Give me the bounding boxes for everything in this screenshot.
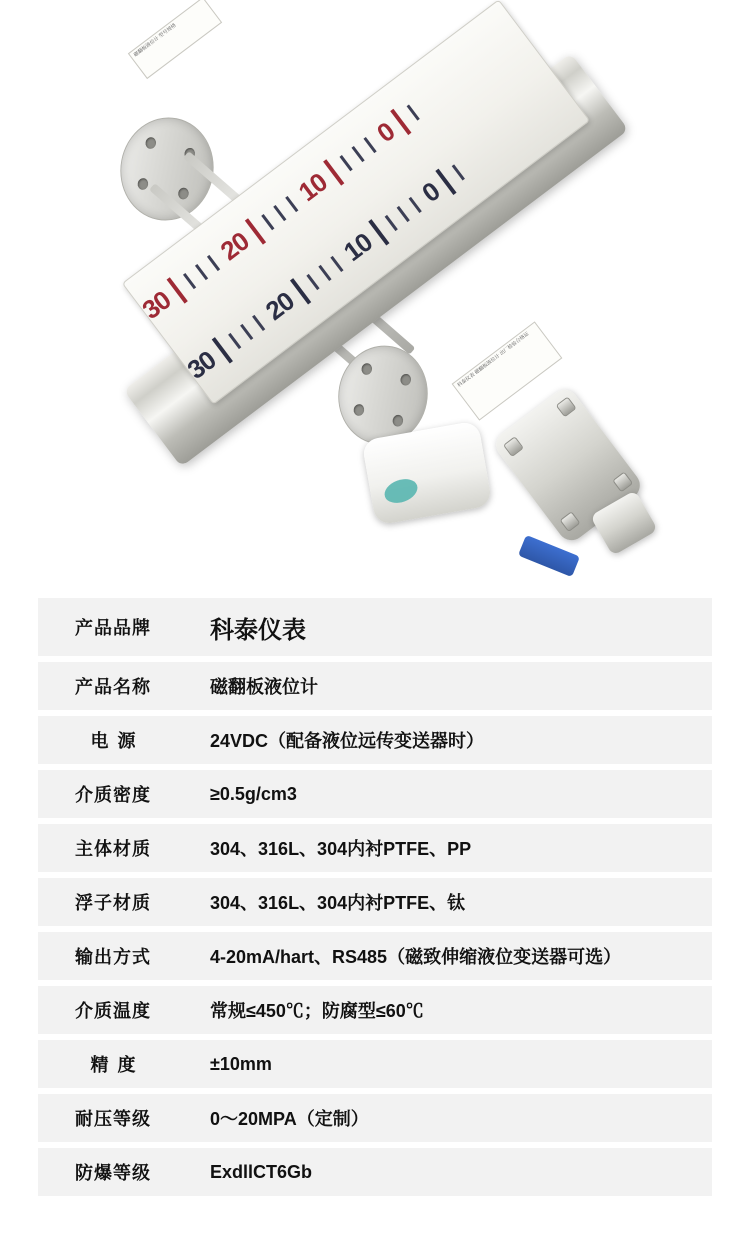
spec-key: 介质温度 [38, 986, 188, 1034]
spec-value: 常规≤450℃；防腐型≤60℃ [188, 986, 712, 1034]
housing-bolt [503, 436, 524, 457]
scale-number: 10 [337, 226, 378, 268]
scale-tick [273, 205, 286, 221]
flange-bolt-hole [136, 176, 150, 192]
spec-key: 耐压等级 [38, 1094, 188, 1142]
spec-key: 产品名称 [38, 662, 188, 710]
table-row [38, 662, 712, 710]
spec-value: 科泰仪表 [188, 598, 712, 656]
spec-key: 浮子材质 [38, 878, 188, 926]
table-row [38, 770, 712, 818]
table-row [38, 878, 712, 926]
flange-bolt-hole [398, 372, 412, 388]
scale-tick [406, 104, 419, 120]
table-row [38, 716, 712, 764]
valve-handle [518, 535, 580, 577]
spec-key: 电源 [38, 716, 188, 764]
spec-key: 精度 [38, 1040, 188, 1088]
spec-sticker-top: 磁翻板液位计 型号规格 [128, 0, 222, 79]
scale-tick [363, 137, 376, 153]
housing-bolt [556, 396, 577, 417]
scale-tick [261, 214, 274, 230]
scale-tick [396, 206, 409, 222]
table-row [38, 932, 712, 980]
spec-value: 304、316L、304内衬PTFE、PP [188, 824, 712, 872]
spec-table [38, 592, 712, 1202]
scale-tick [339, 155, 352, 171]
flange-bolt-hole [176, 185, 190, 201]
scale-number: 0 [371, 116, 400, 149]
spec-key: 产品品牌 [38, 598, 188, 656]
spec-value: 24VDC（配备液位远传变送器时） [188, 716, 712, 764]
scale-number: 0 [416, 176, 445, 209]
spec-value: ExdllCT6Gb [188, 1148, 712, 1196]
scale-tick [285, 196, 298, 212]
scale-tick [183, 273, 196, 289]
spec-key: 介质密度 [38, 770, 188, 818]
scale-tick [408, 197, 421, 213]
spec-value: 磁翻板液位计 [188, 662, 712, 710]
spec-key: 输出方式 [38, 932, 188, 980]
spec-value: ≥0.5g/cm3 [188, 770, 712, 818]
table-row [38, 986, 712, 1034]
table-row [38, 1094, 712, 1142]
flange-bolt-hole [144, 135, 158, 151]
scale-tick [195, 264, 208, 280]
scale-tick [306, 274, 319, 290]
scale-tick [452, 164, 465, 180]
spec-key: 防爆等级 [38, 1148, 188, 1196]
housing-bolt [560, 511, 581, 532]
scale-number: 20 [214, 225, 255, 267]
housing-bolt [612, 471, 633, 492]
scale-tick [228, 333, 241, 349]
spec-sticker-bottom: 科泰仪表 磁翻板液位计 出厂检验合格证 [452, 321, 563, 420]
spec-value: ±10mm [188, 1040, 712, 1088]
scale-tick [330, 256, 343, 272]
table-row [38, 598, 712, 656]
scale-tick [384, 215, 397, 231]
table-row [38, 1040, 712, 1088]
scale-tick [207, 255, 220, 271]
product-photo [0, 0, 750, 592]
scale-tick [240, 324, 253, 340]
scale-tick [318, 265, 331, 281]
spec-value: 4-20mA/hart、RS485（磁致伸缩液位变送器可选） [188, 932, 712, 980]
spec-table-section [0, 592, 750, 1202]
spec-value: 304、316L、304内衬PTFE、钛 [188, 878, 712, 926]
spec-key: 主体材质 [38, 824, 188, 872]
table-row [38, 1148, 712, 1196]
scale-number: 10 [292, 167, 333, 208]
spec-value: 0～20MPA（定制） [188, 1094, 712, 1142]
table-row [38, 824, 712, 872]
flange-bolt-hole [391, 413, 405, 429]
scale-tick [252, 314, 265, 330]
scale-number: 30 [136, 284, 176, 326]
scale-number: 30 [181, 344, 222, 385]
flange-bolt-hole [360, 361, 374, 377]
flange-bolt-hole [352, 402, 366, 418]
spec-table-body [38, 598, 712, 1196]
scale-number: 20 [259, 285, 300, 327]
scale-tick [351, 146, 364, 162]
